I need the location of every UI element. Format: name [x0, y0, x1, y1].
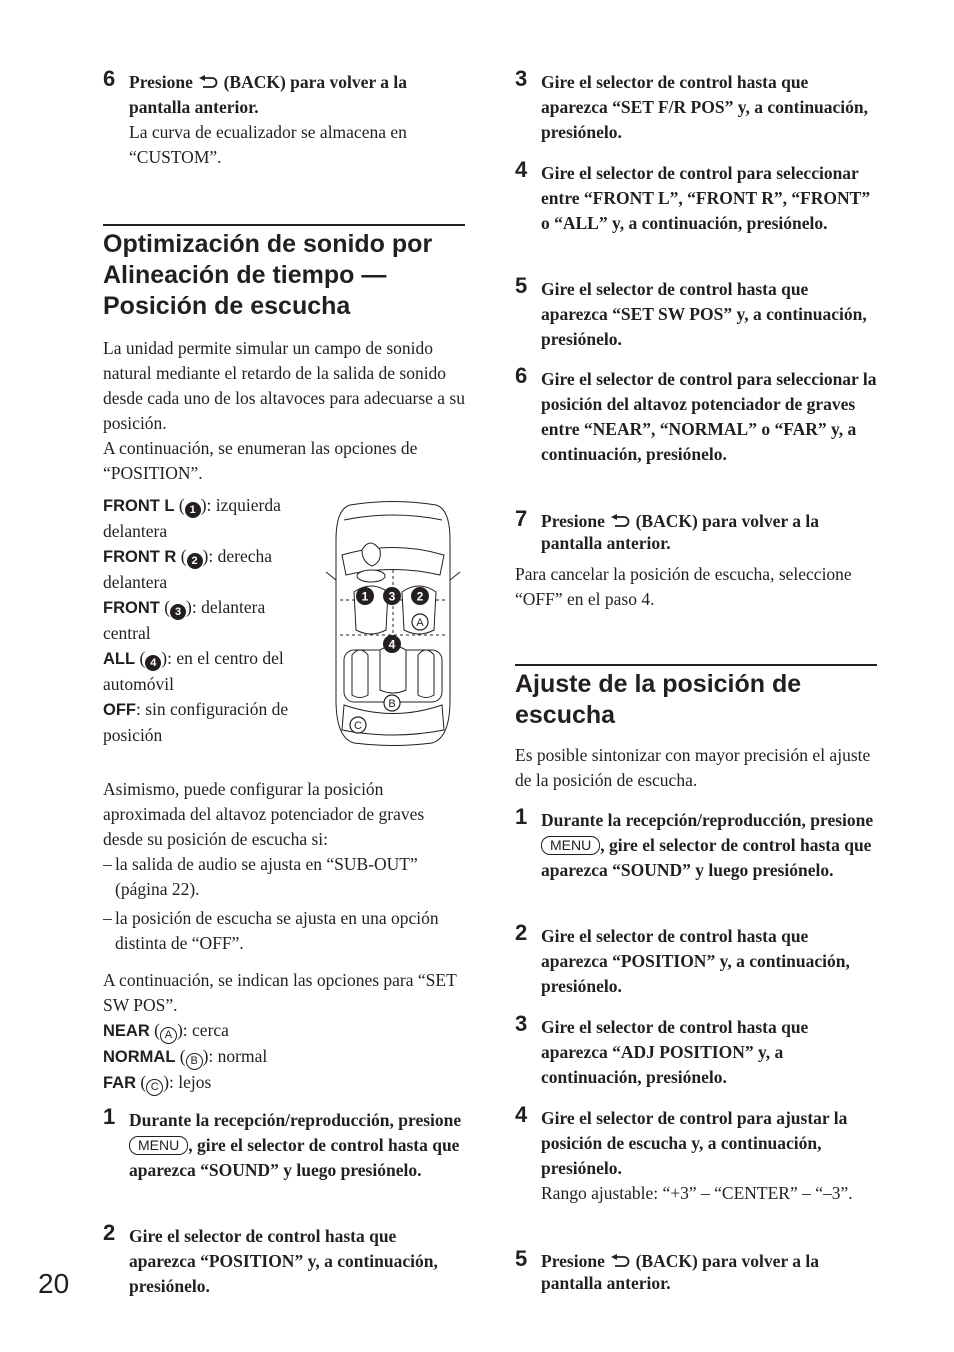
step-number: 4: [515, 1102, 528, 1127]
step-6-back: 6 Presione (BACK) para volver a la pantalla anterior. La curva de ecualizador se almacena en “CUSTOM”.: [103, 70, 465, 170]
step-number: 2: [103, 1220, 116, 1245]
step-note: Rango ajustable: “+3” – “CENTER” – “–3”.: [541, 1183, 853, 1203]
marker-1: 1: [185, 502, 201, 518]
section-rule: [103, 224, 465, 226]
step-1-sound: 1 Durante la recepción/reproducción, presione MENU , gire el selector de control hasta que aparezca “SOUND” y luego presiónelo.: [515, 804, 874, 880]
step-number: 6: [515, 363, 528, 388]
step-1-sound: 1 Durante la recepción/reproducción, presione MENU , gire el selector de control hasta que aparezca “SOUND” y luego presiónelo.: [103, 1104, 462, 1180]
step-5-back: 5 Presione (BACK) para volver a la pantalla anterior.: [515, 1246, 820, 1293]
step-number: 6: [103, 66, 116, 91]
diagram-marker-3: 3: [388, 589, 396, 604]
step-number: 5: [515, 1246, 528, 1271]
list-item: – la posición de escucha se ajusta en una opción distinta de “OFF”.: [103, 906, 465, 956]
option-near: NEAR ( A ): cerca: [103, 1018, 465, 1044]
diagram-marker-1: 1: [361, 589, 369, 604]
step-number: 7: [515, 506, 528, 531]
marker-a: A: [160, 1027, 177, 1044]
step-3-adj-position: 3 Gire el selector de control hasta que aparezca “ADJ POSITION” y, a continuación, presiónelo.: [515, 1011, 809, 1087]
section-title: Ajuste de la posición de escucha: [515, 670, 802, 729]
menu-button: MENU: [129, 1136, 188, 1155]
sw-bullet-2: [103, 906, 465, 956]
step-note: La curva de ecualizador se almacena en “CUSTOM”.: [129, 122, 407, 167]
option-normal: NORMAL ( B ): normal: [103, 1044, 465, 1070]
option-front: FRONT ( 3 ): delantera central: [103, 597, 266, 643]
section-rule: [515, 664, 877, 666]
marker-3: 3: [170, 604, 186, 620]
marker-b: B: [186, 1053, 203, 1070]
step-number: 5: [515, 273, 528, 298]
page-number: 20: [38, 1268, 70, 1299]
section-title: Optimización de sonido por Alineación de tiempo — Posición de escucha: [103, 230, 433, 320]
diagram-marker-b: B: [388, 698, 396, 710]
diagram-marker-2: 2: [416, 589, 424, 604]
step-number: 1: [515, 804, 528, 829]
step-number: 2: [515, 920, 528, 945]
diagram-marker-a: A: [416, 617, 424, 629]
step-4-select-front: 4 Gire el selector de control para seleccionar entre “FRONT L”, “FRONT R”, “FRONT” o “ALL” y, a continuación, presiónelo.: [515, 157, 871, 233]
marker-c: C: [146, 1079, 163, 1096]
sw-intro: Asimismo, puede configurar la posición aproximada del altavoz potenciador de graves desde su posición de escucha si: – la salida de audio se ajusta en “SUB-OUT” (página 22).: [103, 777, 465, 902]
step-number: 4: [515, 157, 528, 182]
step-2-position: 2 Gire el selector de control hasta que aparezca “POSITION” y, a continuación, presiónelo.: [103, 1220, 438, 1296]
position-options: [103, 493, 321, 748]
car-listening-position-diagram: [322, 500, 464, 748]
option-front-l: FRONT L ( 1 ): izquierda delantera: [103, 495, 281, 541]
option-far: FAR ( C ): lejos: [103, 1070, 465, 1096]
section-intro: Es posible sintonizar con mayor precisión el ajuste de la posición de escucha.: [515, 745, 871, 790]
back-arrow-icon: [197, 75, 219, 89]
marker-2: 2: [187, 553, 203, 569]
step-number: 3: [515, 66, 528, 91]
step-2-position: 2 Gire el selector de control hasta que aparezca “POSITION” y, a continuación, presiónelo.: [515, 920, 850, 996]
list-item: – la salida de audio se ajusta en “SUB-OUT” (página 22).: [103, 852, 465, 902]
diagram-marker-4: 4: [388, 637, 396, 652]
step-6-subwoofer: 6 Gire el selector de control para seleccionar la posición del altavoz potenciador de graves entre “NEAR”, “NORMAL” o “FAR” y, a continuación, presiónelo.: [515, 363, 877, 464]
step-number: 1: [103, 1104, 116, 1129]
sw-options: A continuación, se indican las opciones para “SET SW POS”. NEAR ( A ): cerca NORMAL ( B ): normal FAR ( C ): lejos: [103, 968, 465, 1096]
cancel-note: Para cancelar la posición de escucha, seleccione “OFF” en el paso 4.: [515, 564, 852, 609]
diagram-marker-c: C: [354, 720, 362, 732]
step-3-set-fr-pos: 3 Gire el selector de control hasta que aparezca “SET F/R POS” y, a continuación, presiónelo.: [515, 66, 869, 142]
marker-4: 4: [145, 655, 161, 671]
step-5-set-sw-pos: 5 Gire el selector de control hasta que aparezca “SET SW POS” y, a continuación, presiónelo.: [515, 273, 867, 349]
section-intro: La unidad permite simular un campo de sonido natural mediante el retardo de la salida de sonido desde cada uno de los altavoces para adecuarse a su posición. A continuación, se enumeran las opciones de “POSITION”.: [103, 338, 465, 483]
back-arrow-icon: [609, 1254, 631, 1268]
option-off: OFF: sin configuración de posición: [103, 699, 289, 745]
step-7-back: 7 Presione (BACK) para volver a la pantalla anterior.: [515, 506, 820, 553]
step-number: 3: [515, 1011, 528, 1036]
option-all: ALL ( 4 ): en el centro del automóvil: [103, 648, 284, 694]
back-arrow-icon: [609, 514, 631, 528]
option-front-r: FRONT R ( 2 ): derecha delantera: [103, 546, 272, 592]
menu-button: MENU: [541, 836, 600, 855]
step-4-adjust: 4 Gire el selector de control para ajustar la posición de escucha y, a continuación, presiónelo. Rango ajustable: “+3” – “CENTER” – “–3”.: [515, 1106, 877, 1206]
